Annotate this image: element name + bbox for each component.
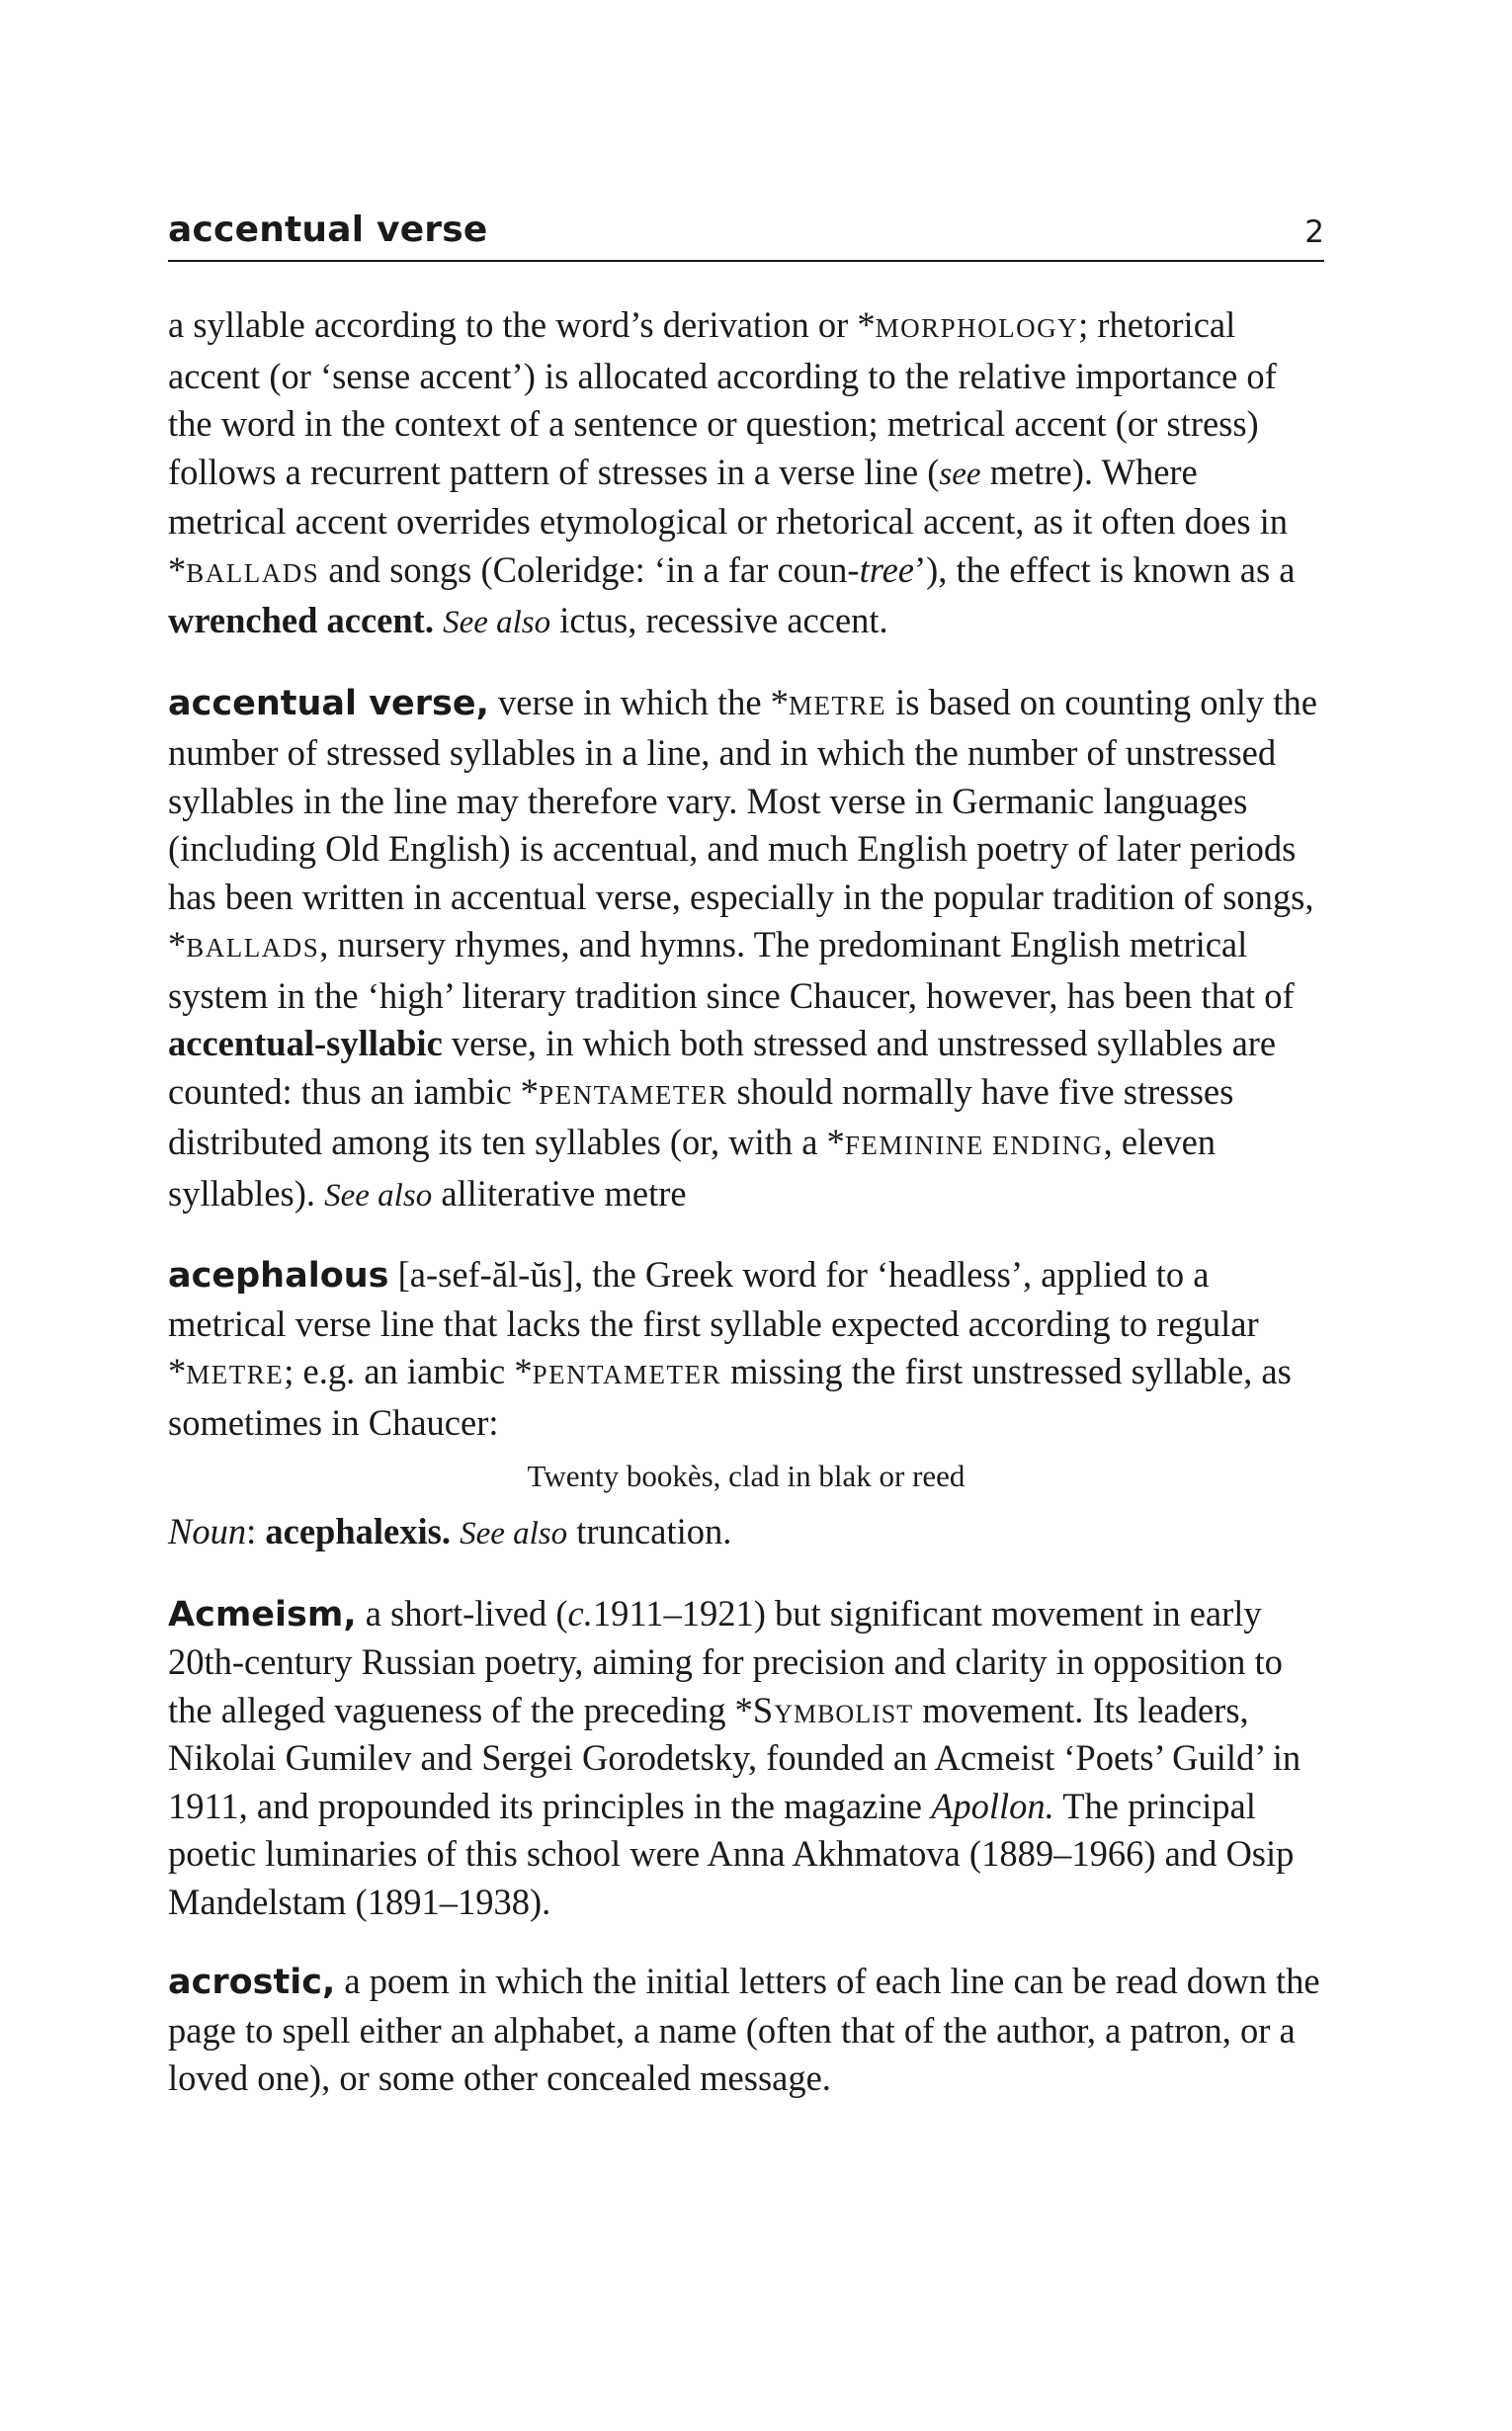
entry-text: truncation.	[567, 1511, 732, 1551]
page-number: 2	[1304, 214, 1324, 250]
cross-reference: BALLADS	[186, 933, 320, 963]
entry-text: missing the first unstressed syllable, as sometimes in Chaucer:	[168, 1351, 1292, 1443]
entry-text: ; e.g. an iambic *	[284, 1351, 533, 1391]
entry-text: verse, in which both stressed and unstressed syllables are counted: thus an iambic *	[168, 1023, 1277, 1112]
entry-headword: acrostic,	[168, 1963, 336, 2002]
cross-reference: PENTAMETER	[532, 1360, 721, 1389]
entry-text: is based on counting only the number of stressed syllables in a line, and in which the number of unstressed syllables in the line may therefore vary. Most verse in Germanic languages (including Old English) is accentual, and much English poetry of later periods has been written in accentual verse, especially in the popular tradition of songs, *	[168, 681, 1317, 964]
entry-text: and songs (Coleridge: ‘in a far coun-	[319, 548, 860, 590]
entry-text: a short-lived (	[356, 1592, 568, 1634]
entry-text: The principal poetic luminaries of this school were Anna Akhmatova (1889–1966) and Osip Mandelstam (1891–1938).	[168, 1785, 1295, 1922]
entry-text: :	[246, 1511, 266, 1551]
dictionary-page	[168, 0, 1324, 2431]
cross-reference: METRE	[788, 690, 886, 720]
cross-reference: Symbolist	[752, 1689, 914, 1730]
cross-reference: FEMININE ENDING	[844, 1131, 1104, 1160]
cross-reference: MORPHOLOGY	[875, 313, 1079, 343]
entry-headword: accentual verse,	[168, 683, 489, 723]
entry-text: verse in which the *	[488, 681, 789, 722]
entry-headword: acephalous	[168, 1256, 389, 1296]
defined-term: acephalexis.	[265, 1511, 451, 1551]
entry-headword: Acmeism,	[168, 1594, 357, 1635]
entry-text: a syllable according to the word’s derivation or *	[168, 304, 876, 345]
entry-acephalous-continued	[168, 1508, 1324, 1558]
continued-entry	[168, 301, 1324, 647]
entry-text: 1911–1921) but significant movement in early 20th-century Russian poetry, aiming for precision and clarity in opposition to the alleged vagueness of the preceding *	[168, 1592, 1283, 1730]
entry-acmeism	[168, 1590, 1324, 1927]
italic-text: Apollon.	[931, 1785, 1054, 1826]
see-also-label: See also	[324, 1177, 433, 1214]
entry-text: movement. Its leaders, Nikolai Gumilev and Sergei Gorodetsky, founded an Acmeist ‘Poets’ Guild’ in 1911, and propounded its principles in the magazine	[168, 1689, 1302, 1826]
italic-text: tree	[859, 548, 914, 590]
entry-text: ; rhetorical accent (or ‘sense accent’) is allocated according to the relative importance of the word in the context of a sentence or question; metrical accent (or stress) follows a recurrent pattern of stresses in a verse line (	[168, 304, 1277, 492]
cross-reference: PENTAMETER	[539, 1079, 728, 1110]
running-headword: accentual verse	[168, 210, 488, 250]
entry-text: a poem in which the initial letters of each line can be read down the page to spell either an alphabet, a name (often that of the author, a patron, or a loved one), or some other concealed message.	[168, 1961, 1320, 2098]
entry-text	[434, 600, 443, 640]
entry-text: ictus, recessive accent.	[550, 600, 888, 640]
italic-text: c.	[567, 1592, 593, 1634]
entry-text: [a-sef-ăl-ŭs], the Greek word for ‘headless’, applied to a metrical verse line that lacks the first syllable expected according to regular *	[168, 1254, 1259, 1391]
cross-reference: BALLADS	[186, 557, 320, 588]
entry-acephalous	[168, 1251, 1324, 1447]
see-also-label: See also	[460, 1516, 568, 1551]
entry-text: ’), the effect is known as a	[914, 548, 1296, 590]
verse-quotation: Twenty bookès, clad in blak or reed	[527, 1459, 966, 1493]
cross-reference: METRE	[186, 1360, 285, 1389]
entry-accentual-verse	[168, 679, 1324, 1220]
entry-text: alliterative metre	[432, 1172, 687, 1214]
entry-text: metre). Where metrical accent overrides etymological or rhetorical accent, as it often does in *	[168, 451, 1289, 590]
entries-column	[168, 301, 1324, 2103]
entry-text: , nursery rhymes, and hymns. The predominant English metrical system in the ‘high’ literary tradition since Chaucer, however, has been that of	[168, 924, 1295, 1016]
running-head	[168, 193, 1324, 262]
defined-term: wrenched accent.	[168, 600, 434, 640]
see-also-label: See also	[443, 605, 551, 640]
entry-text: , eleven syllables).	[168, 1122, 1217, 1214]
noun-label: Noun	[168, 1511, 247, 1551]
see-label: see	[939, 456, 981, 492]
entry-text	[451, 1511, 460, 1551]
defined-term: accentual-syllabic	[168, 1023, 443, 1063]
entry-text: should normally have five stresses distributed among its ten syllables (or, with a *	[168, 1070, 1234, 1162]
entry-acrostic	[168, 1958, 1324, 2103]
